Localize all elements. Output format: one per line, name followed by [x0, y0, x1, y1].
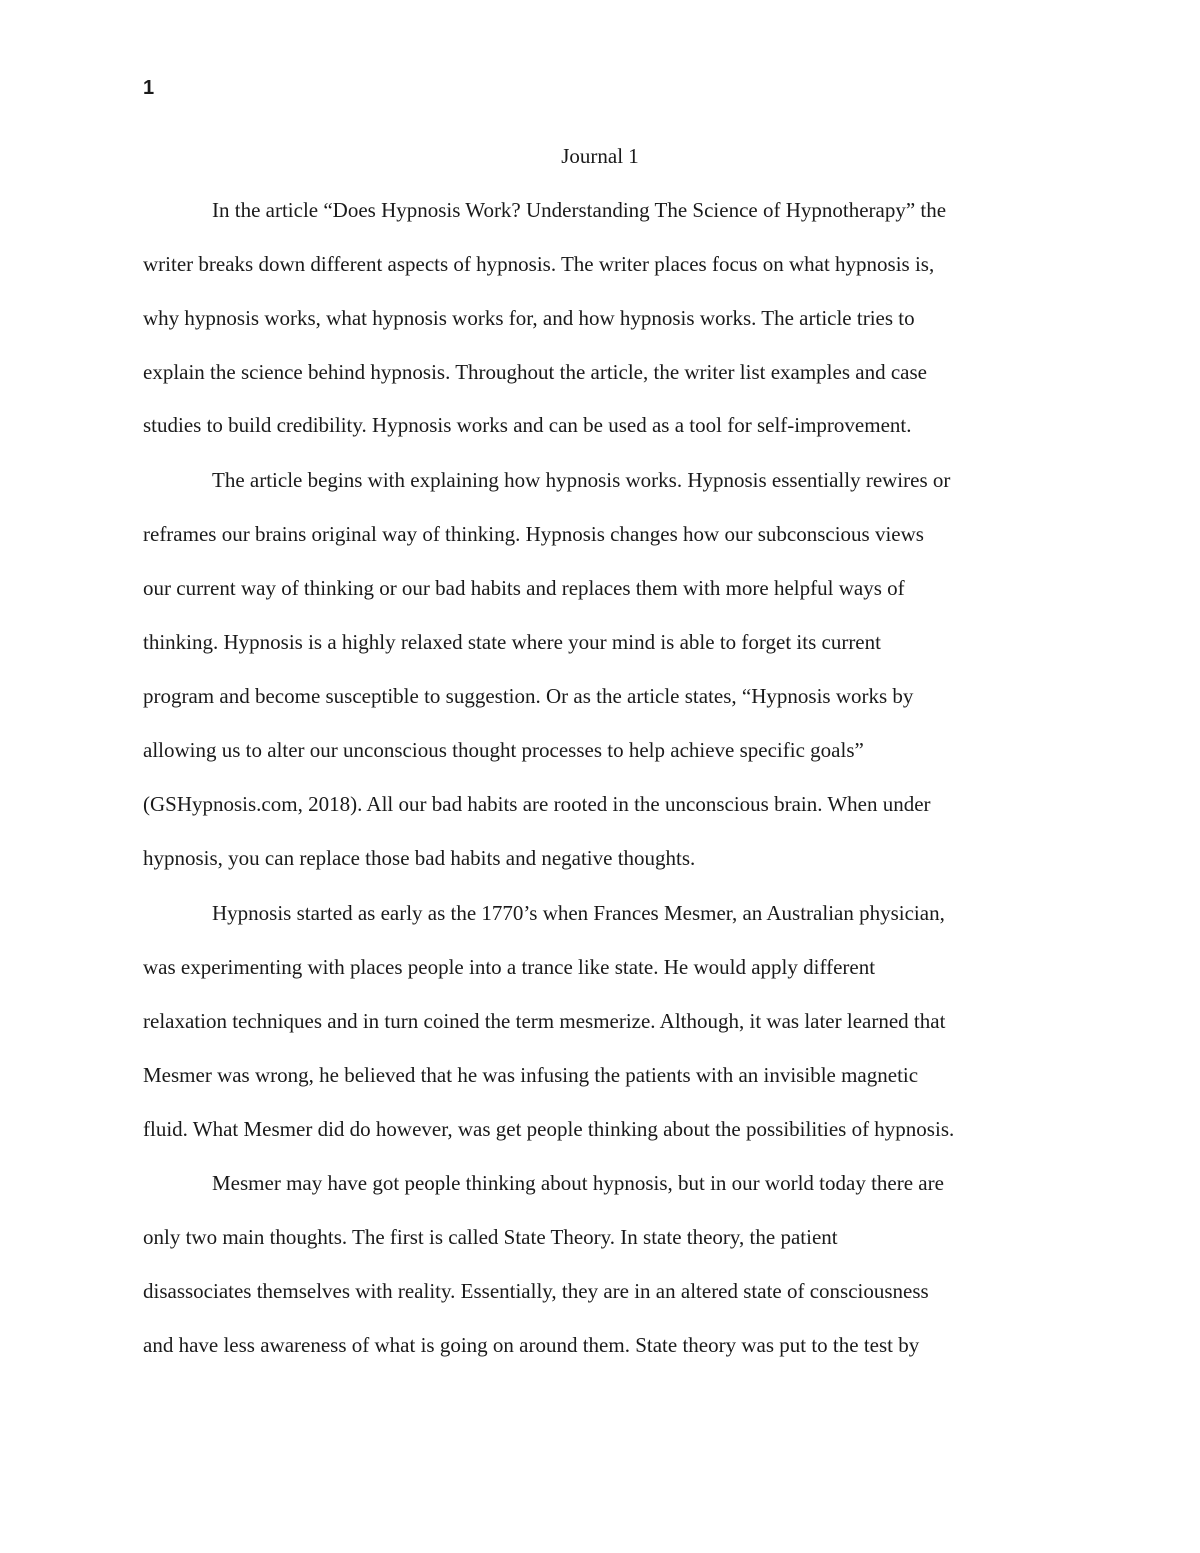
paragraph-line: why hypnosis works, what hypnosis works for, and how hypnosis works. The article tries to: [143, 306, 915, 330]
paragraph-line: hypnosis, you can replace those bad habits and negative thoughts.: [143, 846, 696, 870]
document-title: Journal 1: [561, 144, 639, 168]
paragraph-line: relaxation techniques and in turn coined the term mesmerize. Although, it was later learned that: [143, 1009, 946, 1033]
paragraph-line: our current way of thinking or our bad habits and replaces them with more helpful ways of: [143, 576, 905, 600]
paragraph-line: allowing us to alter our unconscious thought processes to help achieve specific goals”: [143, 738, 864, 762]
paragraph-line: Mesmer may have got people thinking about hypnosis, but in our world today there are: [212, 1171, 944, 1195]
page-number: 1: [143, 77, 155, 99]
paragraph-line: reframes our brains original way of thinking. Hypnosis changes how our subconscious views: [143, 522, 924, 546]
paragraph-line: explain the science behind hypnosis. Throughout the article, the writer list examples and case: [143, 360, 927, 384]
paragraph-line: fluid. What Mesmer did do however, was get people thinking about the possibilities of hypnosis.: [143, 1117, 955, 1141]
paragraph-line: The article begins with explaining how hypnosis works. Hypnosis essentially rewires or: [212, 468, 951, 492]
paragraph-line: Mesmer was wrong, he believed that he was infusing the patients with an invisible magnetic: [143, 1063, 919, 1087]
paragraph-line: program and become susceptible to suggestion. Or as the article states, “Hypnosis works by: [143, 684, 914, 708]
paragraph-line: only two main thoughts. The first is called State Theory. In state theory, the patient: [143, 1225, 838, 1249]
paragraph-line: and have less awareness of what is going on around them. State theory was put to the test by: [143, 1333, 920, 1357]
paragraph-line: (GSHypnosis.com, 2018). All our bad habits are rooted in the unconscious brain. When under: [143, 792, 931, 816]
paragraph-line: writer breaks down different aspects of hypnosis. The writer places focus on what hypnosis is,: [143, 252, 935, 276]
paragraph-line: thinking. Hypnosis is a highly relaxed state where your mind is able to forget its current: [143, 630, 881, 654]
paragraph-line: studies to build credibility. Hypnosis works and can be used as a tool for self-improvement.: [143, 413, 912, 437]
paragraph-line: In the article “Does Hypnosis Work? Understanding The Science of Hypnotherapy” the: [212, 198, 947, 222]
paragraph-line: was experimenting with places people into a trance like state. He would apply different: [143, 955, 876, 979]
paragraph-line: Hypnosis started as early as the 1770’s when Frances Mesmer, an Australian physician,: [212, 901, 945, 925]
paragraph-line: disassociates themselves with reality. Essentially, they are in an altered state of consciousness: [143, 1279, 929, 1303]
